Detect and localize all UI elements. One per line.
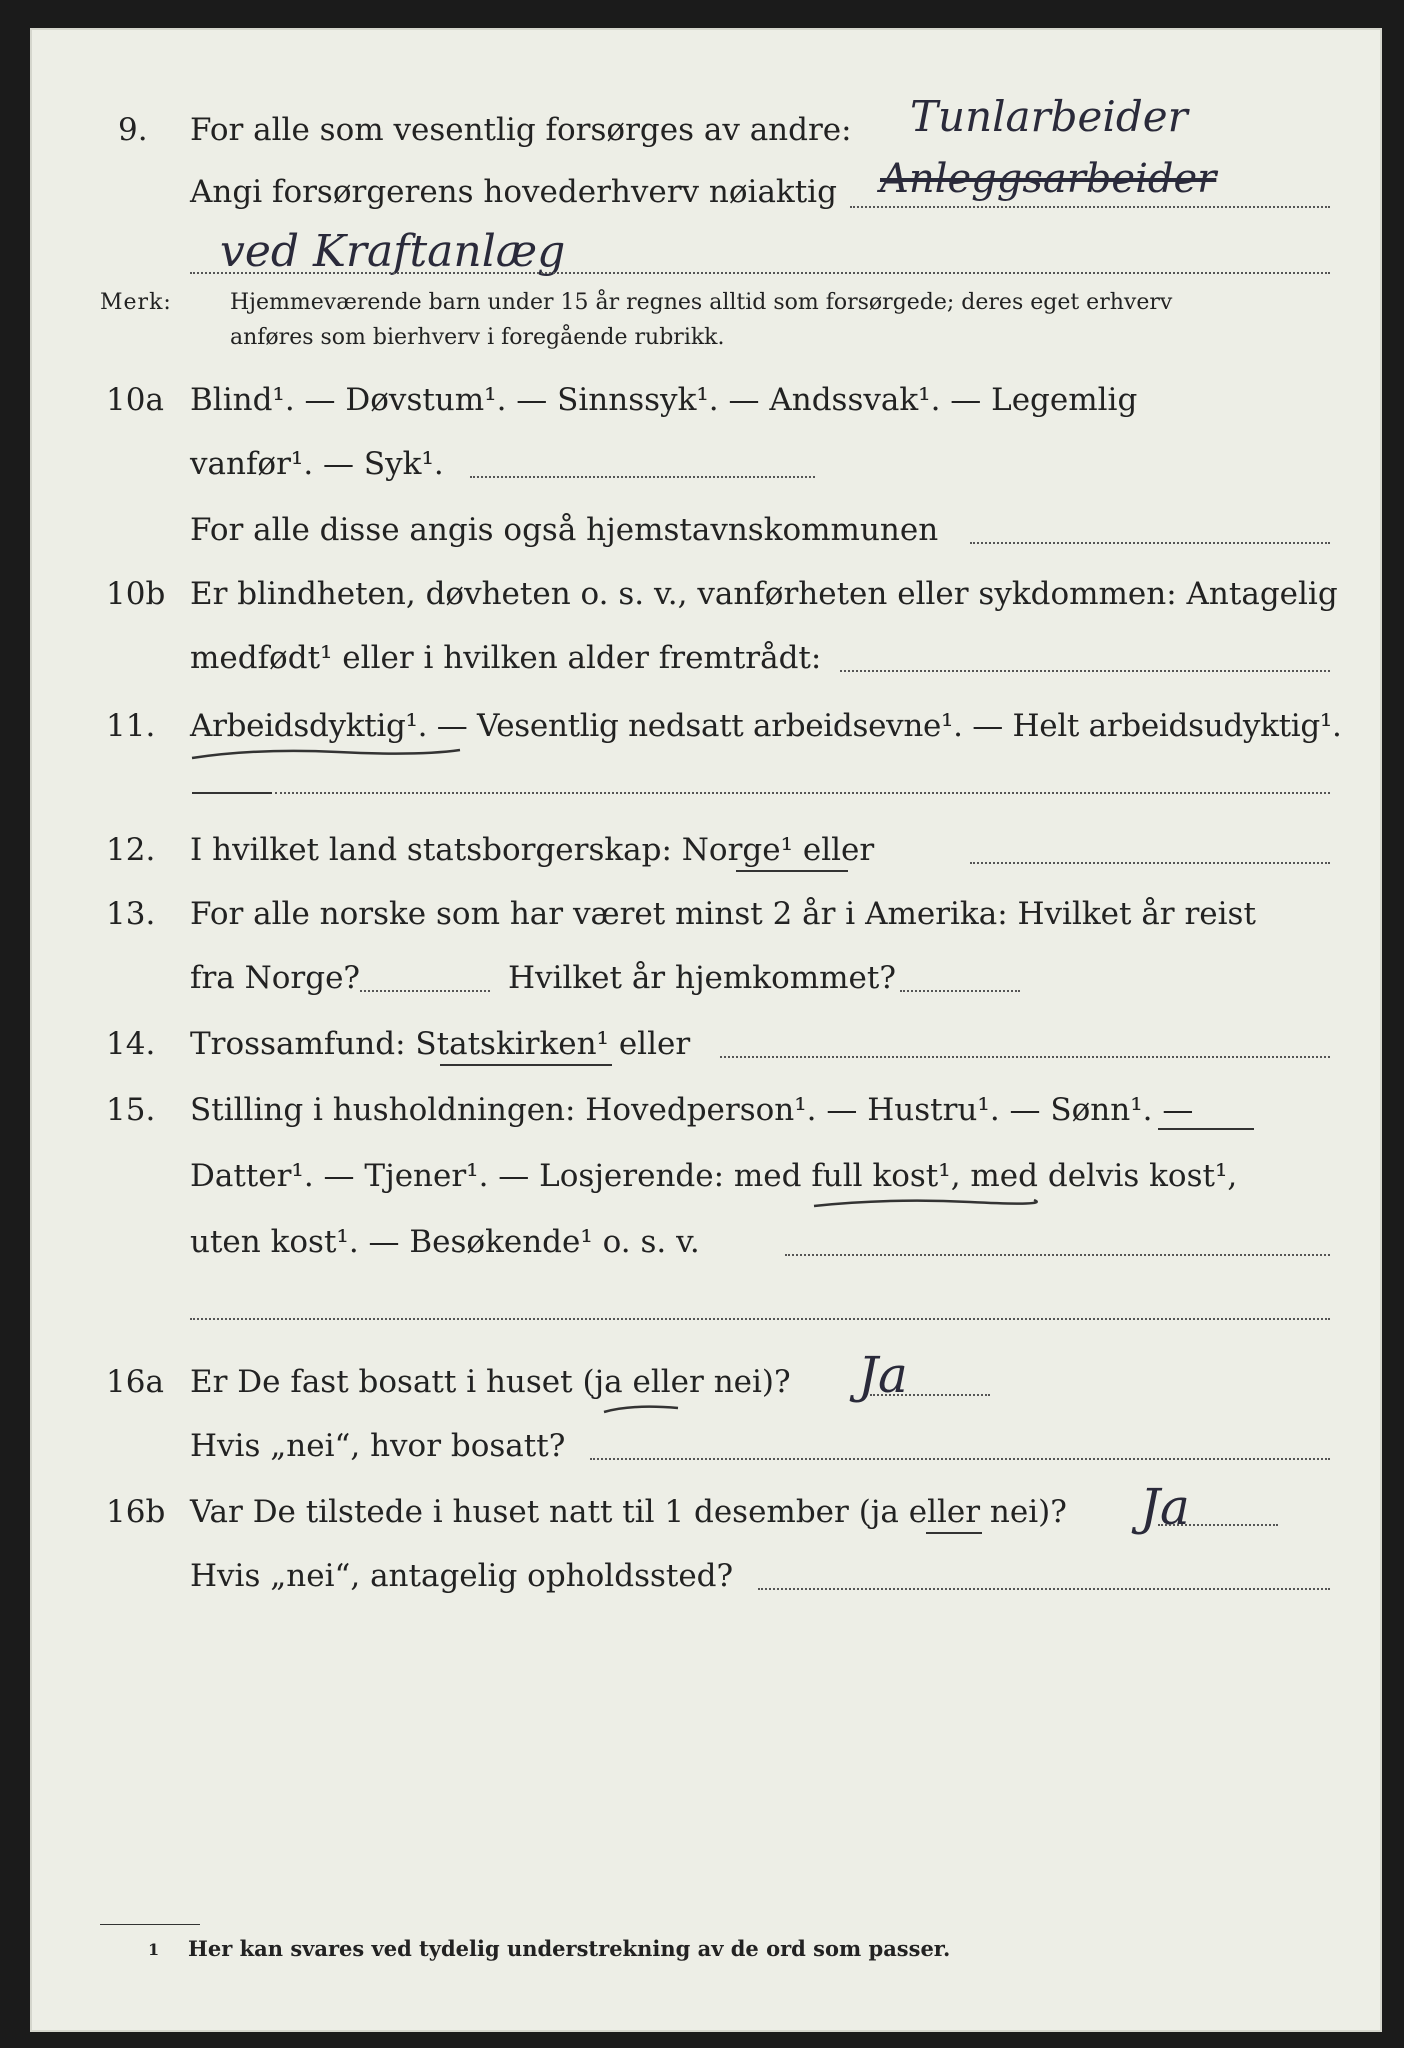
q16b-answer-handwritten: Ja <box>1140 1478 1190 1536</box>
q10a-line2-dotted-field <box>470 476 815 478</box>
q13-line2b: Hvilket år hjemkommet? <box>508 960 896 996</box>
q10a-line2: vanfør¹. — Syk¹. <box>190 446 444 482</box>
q11-number: 11. <box>106 708 156 744</box>
q12-number: 12. <box>106 832 156 868</box>
q9-line2: Angi forsørgerens hovederhverv nøiaktig <box>190 174 837 210</box>
q12-dotted-field <box>970 862 1330 864</box>
footnote-text: Her kan svares ved tydelig understrekning av de ord som passer. <box>188 1936 951 1961</box>
q9-number: 9. <box>118 112 148 148</box>
q16b-line1: Var De tilstede i huset natt til 1 desember (ja eller nei)? <box>190 1494 1067 1530</box>
q9-occupation-handwritten-cont: ved Kraftanlæg <box>220 226 566 277</box>
q16a-line2: Hvis „nei“, hvor bosatt? <box>190 1428 566 1464</box>
q13-number: 13. <box>106 896 156 932</box>
q15-line1: Stilling i husholdningen: Hovedperson¹. — Hustru¹. — Sønn¹. — <box>190 1092 1194 1128</box>
q15-full-kost-underline <box>810 1194 1040 1214</box>
q11-dotted-field <box>275 792 1330 794</box>
q9-line1: For alle som vesentlig forsørges av andre: <box>190 112 852 148</box>
q14-dotted-field <box>720 1056 1330 1058</box>
q15-extra-dotted-field <box>190 1318 1330 1320</box>
q15-number: 15. <box>106 1092 156 1128</box>
q16b-line2-dotted-field <box>758 1588 1330 1590</box>
q13-year-left-dotted-field <box>360 990 490 992</box>
census-form-page <box>30 28 1382 2032</box>
q10a-line3: For alle disse angis også hjemstavnskommunen <box>190 512 939 548</box>
q16a-answer-handwritten: Ja <box>858 1346 908 1404</box>
q13-line2a: fra Norge? <box>190 960 361 996</box>
q15-line3-dotted-field <box>785 1254 1330 1256</box>
q15-line3: uten kost¹. — Besøkende¹ o. s. v. <box>190 1224 700 1260</box>
q16b-line2: Hvis „nei“, antagelig opholdssted? <box>190 1558 734 1594</box>
merk-label: Merk: <box>100 290 172 315</box>
q15-line2: Datter¹. — Tjener¹. — Losjerende: med full kost¹, med delvis kost¹, <box>190 1158 1238 1194</box>
q10b-line2-dotted-field <box>840 670 1330 672</box>
q12-line1: I hvilket land statsborgerskap: Norge¹ eller <box>190 832 875 868</box>
merk-line1: Hjemmeværende barn under 15 år regnes alltid som forsørgede; deres eget erhverv <box>230 290 1173 315</box>
q12-norge-underline <box>736 870 848 872</box>
q10a-line3-dotted-field <box>970 542 1330 544</box>
q10b-line2: medfødt¹ eller i hvilken alder fremtrådt: <box>190 640 822 676</box>
q16b-answer-dotted-field <box>1158 1524 1278 1526</box>
q10b-line1: Er blindheten, døvheten o. s. v., vanførheten eller sykdommen: Antagelig <box>190 576 1338 612</box>
q10a-line1: Blind¹. — Døvstum¹. — Sinnssyk¹. — Andssvak¹. — Legemlig <box>190 382 1138 418</box>
q16b-ja-underline <box>926 1532 982 1534</box>
q14-line1: Trossamfund: Statskirken¹ eller <box>190 1026 691 1062</box>
q9-occupation-handwritten: Anleggsarbeider <box>880 156 1217 202</box>
q16a-line1: Er De fast bosatt i huset (ja eller nei)? <box>190 1364 791 1400</box>
q10b-number: 10b <box>106 576 166 612</box>
q10a-number: 10a <box>106 382 164 418</box>
q16a-line2-dotted-field <box>590 1458 1330 1460</box>
q11-line1: Arbeidsdyktig¹. — Vesentlig nedsatt arbeidsevne¹. — Helt arbeidsudyktig¹. <box>190 708 1342 744</box>
q13-year-returned-dotted-field <box>900 990 1020 992</box>
q16b-number: 16b <box>106 1494 166 1530</box>
q14-number: 14. <box>106 1026 156 1062</box>
q16a-answer-dotted-field <box>870 1394 990 1396</box>
q9-line2-dotted-field <box>850 206 1330 208</box>
q9-supporter-handwritten: Tunlarbeider <box>910 92 1188 141</box>
q14-statskirken-underline <box>440 1064 612 1066</box>
q16a-number: 16a <box>106 1364 164 1400</box>
q9-line3-dotted-field <box>190 272 1330 274</box>
q11-short-stroke <box>192 792 272 794</box>
footnote-mark: 1 <box>148 1940 160 1959</box>
q11-handwritten-underline <box>188 744 468 766</box>
q15-sonn-underline <box>1158 1128 1254 1130</box>
footnote-rule <box>100 1924 200 1925</box>
q13-line1: For alle norske som har været minst 2 år i Amerika: Hvilket år reist <box>190 896 1256 932</box>
q16a-ja-underline <box>602 1402 682 1418</box>
merk-line2: anføres som bierhverv i foregående rubrikk. <box>230 325 725 350</box>
